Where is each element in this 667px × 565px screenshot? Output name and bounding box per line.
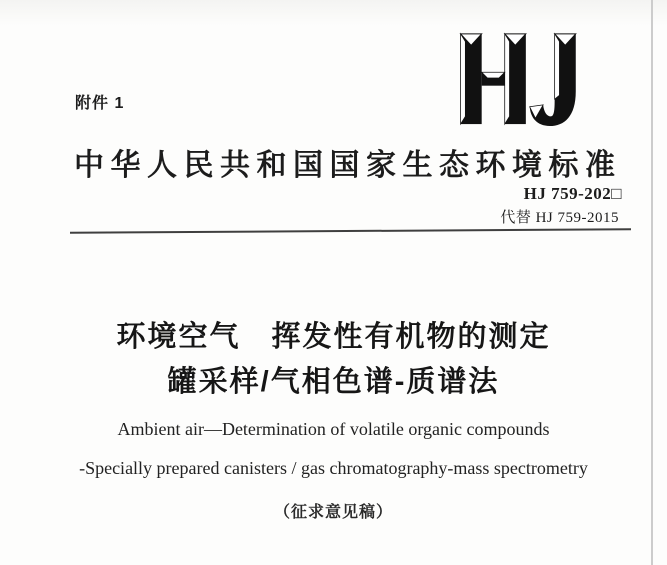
scanned-page-edge [651,0,653,565]
draft-note: （征求意见稿） [273,504,393,521]
english-title-line2: -Specially prepared canisters / gas chromatography-mass spectrometry [79,458,588,478]
header-rule [70,228,631,233]
scan-smudge [0,0,667,26]
english-title-line1: Ambient air—Determination of volatile organic compounds [117,419,550,439]
document-title-line1: 环境空气 挥发性有机物的测定 [116,321,551,353]
standard-heading: 中华人民共和国国家生态环境标准 [74,149,622,182]
replaces-standard-label: 代替 HJ 759-2015 [500,210,619,226]
standard-number: HJ 759-202□ [523,184,622,203]
document-title-line2: 罐采样/气相色谱-质谱法 [167,366,500,398]
attachment-label: 附件 1 [75,95,125,112]
hj-logo-icon [452,30,592,126]
